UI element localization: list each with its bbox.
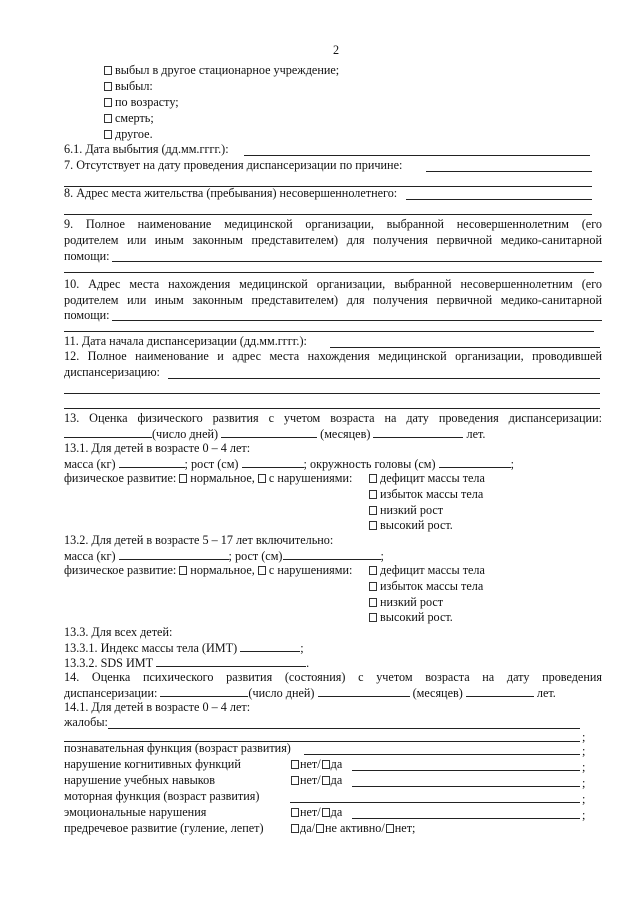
prespeech-label: предречевое развитие (гуление, лепет) [64,821,264,835]
normal-checkbox[interactable] [179,474,187,483]
semi: ; [582,792,586,806]
mass-field[interactable] [119,456,185,468]
mass-label: масса (кг) [64,549,116,563]
not-active-checkbox[interactable] [316,824,324,833]
mass-label: масса (кг) [64,457,116,471]
no-label: нет/ [300,773,321,787]
days-label: (число дней) [248,686,315,700]
cognitive-impair-choice[interactable] [290,757,342,772]
height-label: ; рост (см) [184,457,239,471]
motor-label: моторная функция (возраст развития) [64,789,260,803]
item-13-2-phys-dev [64,563,352,578]
yes-label: да [330,805,343,819]
yes-checkbox[interactable] [322,760,330,769]
option-label: другое. [115,127,153,141]
departure-option-2[interactable] [104,79,153,94]
item-13-3-title: 13.3. Для всех детей: [64,625,173,639]
months-label: (месяцев) [320,427,371,441]
item-14-line-2 [64,685,556,701]
item-12-line-2: диспансеризацию: [64,365,160,379]
option-label: по возрасту; [115,95,179,109]
years-field[interactable] [373,426,463,438]
chosen-org-address-field-2[interactable] [64,331,594,332]
item-14-label: диспансеризации: [64,686,158,700]
exam-start-date-field[interactable] [330,347,600,348]
days-field[interactable] [64,426,152,438]
checkbox[interactable] [369,474,377,483]
violation-label: избыток массы тела [380,579,484,593]
years-field[interactable] [466,685,534,697]
item-13-3-2 [64,655,309,671]
emotional-field[interactable] [352,818,580,819]
checkbox[interactable] [104,114,112,123]
bmi-label: 13.3.1. Индекс массы тела (ИМТ) [64,641,238,655]
yes-checkbox[interactable] [322,808,330,817]
checkbox[interactable] [369,490,377,499]
violation-label: высокий рост. [380,610,453,624]
no-checkbox[interactable] [291,776,299,785]
cognitive-age-label: познавательная функция (возраст развития) [64,741,291,755]
violation-label: высокий рост. [380,518,453,532]
months-field[interactable] [318,685,410,697]
dot: . [306,656,310,670]
prespeech-choice[interactable] [290,821,415,836]
exam-org-field[interactable] [168,378,600,379]
normal-label: нормальное, [190,563,255,577]
end-mark: ; [510,457,515,471]
item-11-label: 11. Дата начала диспансеризации (дд.мм.гггг.): [64,334,307,348]
height-field[interactable] [283,548,381,560]
item-10-line-3: помощи: [64,308,110,322]
violation-option[interactable] [369,518,453,533]
departure-option-4[interactable] [104,111,154,126]
height-field[interactable] [242,456,304,468]
violation-option[interactable] [369,503,443,518]
checkbox[interactable] [369,613,377,622]
item-13-2-title: 13.2. Для детей в возрасте 5 – 17 лет включительно: [64,533,334,547]
yes-label: да [330,773,343,787]
violations-checkbox[interactable] [258,474,266,483]
violation-option[interactable] [369,487,483,502]
checkbox[interactable] [104,130,112,139]
yes-checkbox[interactable] [291,824,299,833]
checkbox[interactable] [369,598,377,607]
violations-checkbox[interactable] [258,566,266,575]
violation-option[interactable] [369,595,443,610]
item-13-line-1: 13. Оценка физического развития с учетом возраста на дату проведения диспансеризации: [64,411,602,425]
item-10-line-2: родителем или иным законным представителем) для получения первичной медико-санитарной [64,293,602,307]
cognitive-age-field[interactable] [304,754,580,755]
departure-option-5[interactable] [104,127,153,142]
motor-field[interactable] [290,802,580,803]
no-label: нет; [394,821,416,835]
checkbox[interactable] [104,98,112,107]
no-checkbox[interactable] [291,760,299,769]
violations-label: с нарушениями: [268,563,353,577]
exam-org-field-2[interactable] [64,393,600,394]
height-label: ; рост (см) [228,549,283,563]
item-12-line-1: 12. Полное наименование и адрес места нахождения медицинской организации, проводившей [64,349,602,363]
yes-label: да/ [300,821,315,835]
no-checkbox[interactable] [291,808,299,817]
learning-impair-choice[interactable] [290,773,342,788]
bmi-field[interactable] [240,640,300,652]
violation-label: избыток массы тела [380,487,484,501]
violation-option[interactable] [369,579,483,594]
departure-option-3[interactable] [104,95,179,110]
item-9-line-2: родителем или иным законным представителем) для получения первичной медико-санитарной [64,233,602,247]
option-label: выбыл в другое стационарное учреждение; [115,63,340,77]
sds-field[interactable] [156,655,306,667]
normal-checkbox[interactable] [179,566,187,575]
chosen-org-name-field[interactable] [112,261,602,262]
checkbox[interactable] [369,582,377,591]
item-14-1-title: 14.1. Для детей в возрасте 0 – 4 лет: [64,700,251,714]
item-13-1-title: 13.1. Для детей в возрасте 0 – 4 лет: [64,441,251,455]
yes-checkbox[interactable] [322,776,330,785]
absence-reason-field[interactable] [426,171,592,172]
item-13-1-phys-dev [64,471,352,486]
checkbox[interactable] [369,566,377,575]
option-label: выбыл: [115,79,153,93]
checkbox[interactable] [369,506,377,515]
days-field[interactable] [160,685,248,697]
mass-field[interactable] [119,548,229,560]
days-label: (число дней) [152,427,219,441]
emotional-label: эмоциональные нарушения [64,805,207,819]
no-label: нет/ [300,805,321,819]
years-label: лет. [466,427,486,441]
end-mark: ; [380,549,384,563]
semi: ; [582,760,586,774]
item-13-2-measures [64,548,384,564]
item-13-3-1 [64,640,304,656]
yes-label: да [330,757,343,771]
semi: ; [582,744,586,758]
page-number: 2 [333,43,340,57]
item-13-line-2 [64,426,485,442]
residence-address-field-2[interactable] [64,214,592,215]
departure-date-field[interactable] [244,155,590,156]
semi: ; [582,776,586,790]
semi: ; [582,808,586,822]
item-7-label: 7. Отсутствует на дату проведения диспансеризации по причине: [64,158,403,172]
item-8-label: 8. Адрес места жительства (пребывания) несовершеннолетнего: [64,186,398,200]
item-9-line-1: 9. Полное наименование медицинской организации, выбранной несовершеннолетним (его [64,217,602,231]
phys-dev-label: физическое развитие: [64,471,177,485]
no-checkbox[interactable] [386,824,394,833]
not-active-label: не активно/ [325,821,385,835]
cognitive-impair-label: нарушение когнитивных функций [64,757,241,771]
checkbox[interactable] [369,521,377,530]
months-label: (месяцев) [412,686,463,700]
chosen-org-address-field[interactable] [112,320,602,321]
months-field[interactable] [221,426,317,438]
violation-label: низкий рост [380,503,444,517]
head-label: ; окружность головы (см) [303,457,436,471]
violation-label: дефицит массы тела [380,563,485,577]
item-10-line-1: 10. Адрес места нахождения медицинской организации, выбранной несовершеннолетним (его [64,277,602,291]
violation-option[interactable] [369,610,453,625]
learning-impair-label: нарушение учебных навыков [64,773,215,787]
chosen-org-name-field-2[interactable] [64,272,594,273]
option-label: смерть; [115,111,154,125]
violation-label: дефицит массы тела [380,471,485,485]
departure-option-1[interactable] [104,63,339,78]
years-label: лет. [536,686,556,700]
violation-option[interactable] [369,471,485,486]
semi: ; [300,641,304,655]
item-14-line-1: 14. Оценка психического развития (состояния) с учетом возраста на дату проведения [64,670,602,684]
head-field[interactable] [439,456,511,468]
complaints-field[interactable] [108,728,580,729]
item-13-1-measures [64,456,514,472]
semi: ; [582,730,586,744]
phys-dev-label: физическое развитие: [64,563,177,577]
violation-label: низкий рост [380,595,444,609]
complaints-label: жалобы: [64,715,108,729]
item-9-line-3: помощи: [64,249,110,263]
violations-label: с нарушениями: [268,471,353,485]
cognitive-impair-field[interactable] [352,770,580,771]
residence-address-field[interactable] [406,199,592,200]
exam-org-field-3[interactable] [64,408,600,409]
violation-option[interactable] [369,563,485,578]
item-6-1-label: 6.1. Дата выбытия (дд.мм.гггг.): [64,142,229,156]
no-label: нет/ [300,757,321,771]
normal-label: нормальное, [190,471,255,485]
checkbox[interactable] [104,82,112,91]
checkbox[interactable] [104,66,112,75]
learning-impair-field[interactable] [352,786,580,787]
sds-label: 13.3.2. SDS ИМТ [64,656,154,670]
emotional-choice[interactable] [290,805,342,820]
